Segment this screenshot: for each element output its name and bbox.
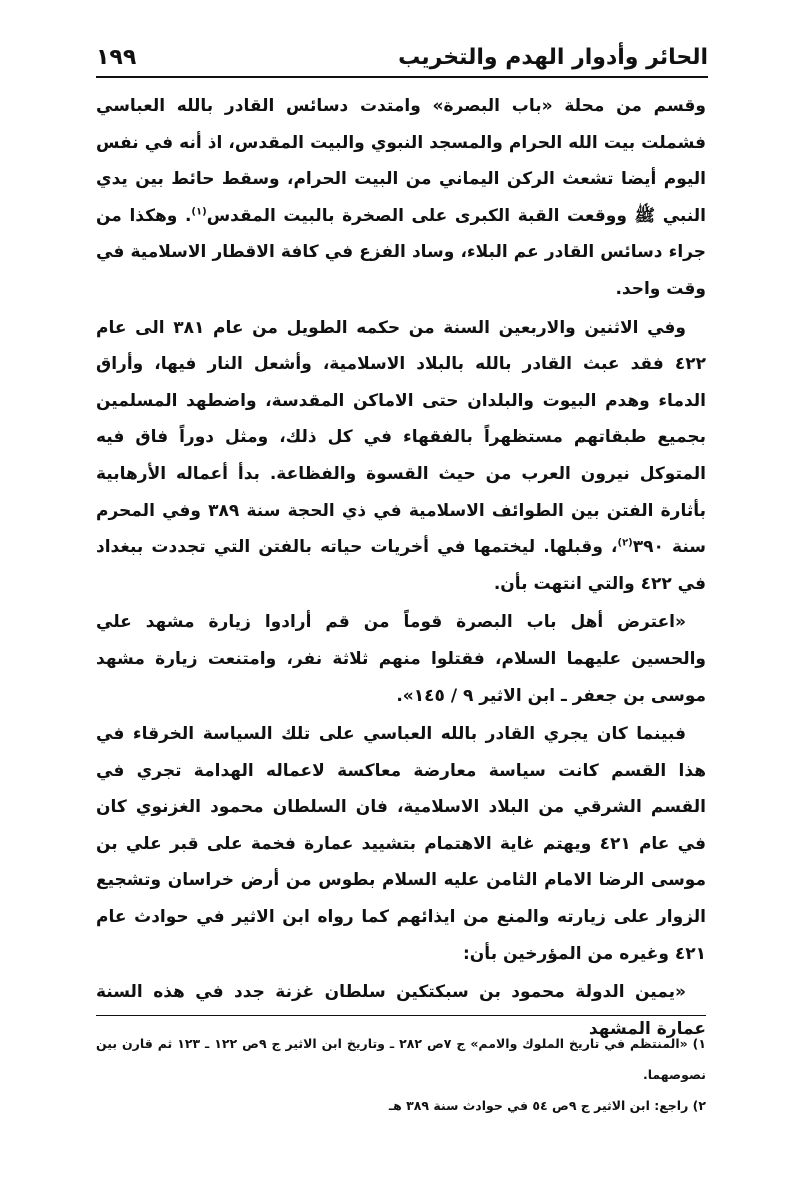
- footnotes: [96, 1028, 706, 1121]
- paragraph-2-tail: ، وقبلها. ليختمها في أخريات حياته بالفتن التي تجددت ببغداد في ٤٢٢ والتي انتهت بأن.: [96, 537, 706, 594]
- paragraph-4: «يمين الدولة محمود بن سبكتكين سلطان غزنة جدد في هذه السنة عمارة المشهد: [96, 982, 706, 1039]
- footnote-2: ٢) راجع: ابن الاثير ج ٩ص ٥٤ في حوادث سنة ٣٨٩ هـ: [388, 1098, 706, 1113]
- paragraph-1-text: وقسم من محلة «باب البصرة» وامتدت دسائس القادر بالله العباسي فشملت بيت الله الحرام والمسجد النبوي والبيت المقدس، اذ أنه في نفس اليوم أيضا تشعث الركن اليماني من البيت الحرام، وسقط حائط بين يدي النبي ﷺ ووقعت القبة الكبرى على الصخرة بالبيت المقدس: [96, 96, 706, 226]
- paragraph-2: [96, 310, 706, 603]
- paragraph-3: فبينما كان يجري القادر بالله العباسي على تلك السياسة الخرقاء في هذا القسم كانت سياسة معارضة معاكسة لاعماله الهدامة تجري في القسم الشرقي من البلاد الاسلامية، فان السلطان محمود الغزنوي كان في عام ٤٢١ ويهتم غاية الاهتمام بتشييد عمارة فخمة على قبر علي بن موسى الرضا الامام الثامن عليه السلام بطوس من أرض خراسان وتشجيع الزوار على زيارته والمنع من ايذائهم كما رواه ابن الاثير في حوادث عام ٤٢١ وغيره من المؤرخين بأن:: [96, 724, 706, 964]
- quote-paragraph: «اعترض أهل باب البصرة قوماً من قم أرادوا زيارة مشهد علي والحسين عليهما السلام، فقتلوا منهم ثلاثة نفر، وامتنعت زيارة مشهد موسى بن جعفر ـ ابن الاثير ٩ / ١٤٥».: [96, 612, 706, 706]
- paragraph-1: [96, 88, 706, 308]
- header-title: الحائر وأدوار الهدم والتخريب: [398, 45, 708, 70]
- paragraph-2-text: وفي الاثنين والاربعين السنة من حكمه الطويل من عام ٣٨١ الى عام ٤٢٢ فقد عبث القادر بالله بالبلاد الاسلامية، وأشعل النار فيها، وأراق الدماء وهدم البيوت والبلدان حتى الاماكن المقدسة، واضطهد المسلمين بجميع طبقاتهم مستظهراً بالفقهاء في كل ذلك، ومثل دوراً فاق فيه المتوكل نيرون العرب من حيث القسوة والفظاعة. بدأ أعماله الأرهابية بأثارة الفتن بين الطوائف الاسلامية في ذي الحجة سنة ٣٨٩ وفي المحرم سنة ٣٩٠: [96, 317, 706, 558]
- footnote-ref-2: (٢): [617, 537, 633, 549]
- paragraph-1-tail: . وهكذا من جراء دسائس القادر عم البلاء، وساد الفزع في كافة الاقطار الاسلامية في وقت واحد.: [96, 205, 706, 299]
- running-header: [96, 30, 708, 78]
- body-text: [96, 88, 706, 1047]
- page-number: ١٩٩: [96, 45, 137, 70]
- footnote-ref-1: (١): [191, 206, 207, 218]
- footnote-1: ١) «المنتظم في تاريخ الملوك والامم» ج ٧ص ٢٨٢ ـ وتاريخ ابن الاثير ج ٩ص ١٢٢ ـ ١٢٣ ثم قارن بين نصوصهما.: [96, 1036, 706, 1082]
- footnote-divider: [96, 1015, 706, 1016]
